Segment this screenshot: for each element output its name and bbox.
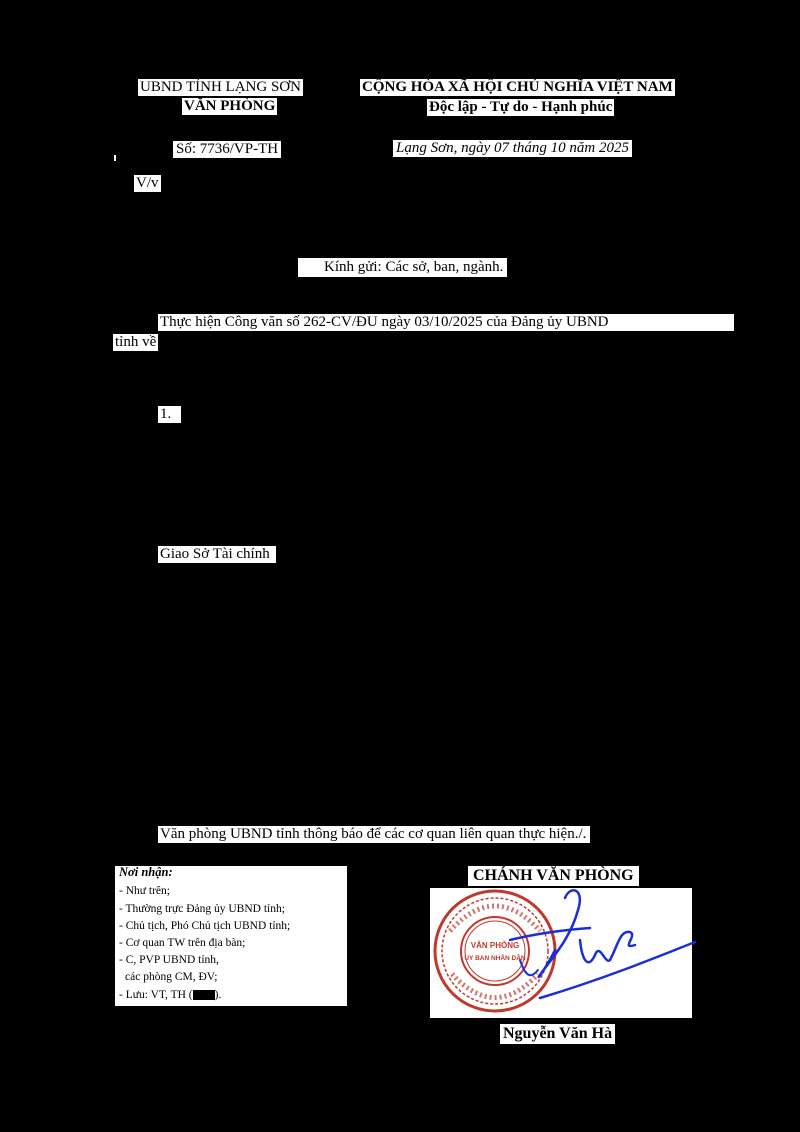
recipient-item-tail: ). [214, 989, 222, 1001]
place-date: Lạng Sơn, ngày 07 tháng 10 năm 2025 [393, 140, 632, 157]
stamp-center-line-1: VĂN PHÒNG [470, 941, 520, 950]
body-paragraph-1-line-2: tỉnh về [115, 334, 157, 350]
national-motto: Độc lập - Tự do - Hạnh phúc [429, 99, 613, 115]
recipient-item: - Cơ quan TW trên địa bàn; [119, 937, 246, 949]
agency-name: UBND TỈNH LẠNG SƠN [140, 79, 301, 95]
signer-name: Nguyễn Văn Hà [500, 1024, 615, 1044]
recipient-item [119, 990, 221, 1002]
recipient-item: - Thường trực Đảng ủy UBND tỉnh; [119, 903, 285, 915]
recipient-item: - C, PVP UBND tỉnh, [119, 954, 219, 966]
body-paragraph-2: Giao Sở Tài chính [158, 546, 276, 563]
recipient-line: Kính gửi: Các sở, ban, ngành. [298, 258, 507, 277]
national-title: CỘNG HÒA XÃ HỘI CHỦ NGHĨA VIỆT NAM [362, 79, 673, 95]
office-name: VĂN PHÒNG [184, 98, 276, 114]
redacted-marker [193, 990, 215, 1000]
document-number: Số: 7736/VP-TH [173, 141, 281, 158]
item-1-number: 1. [158, 406, 181, 423]
recipients-title: Nơi nhận: [119, 865, 173, 879]
recipient-item: - Như trên; [119, 885, 170, 897]
recipient-item-text: - Lưu: VT, TH ( [119, 989, 193, 1001]
closing-paragraph: Văn phòng UBND tỉnh thông báo để các cơ quan liên quan thực hiện./. [158, 826, 590, 843]
recipient-item: - Chủ tịch, Phó Chủ tịch UBND tỉnh; [119, 920, 291, 932]
stamp-center-line-2: UY BAN NHÂN DÂN [464, 955, 526, 962]
subject-prefix: V/v [136, 175, 159, 191]
recipient-item: các phòng CM, ĐV; [125, 971, 218, 983]
office-name-underline [200, 120, 275, 121]
margin-mark [114, 155, 116, 161]
signer-title: CHÁNH VĂN PHÒNG [468, 866, 639, 886]
body-paragraph-1-line-1: Thực hiện Công văn số 262-CV/ĐU ngày 03/10/2025 của Đảng ủy UBND [158, 314, 734, 331]
handwritten-signature [470, 880, 740, 1010]
